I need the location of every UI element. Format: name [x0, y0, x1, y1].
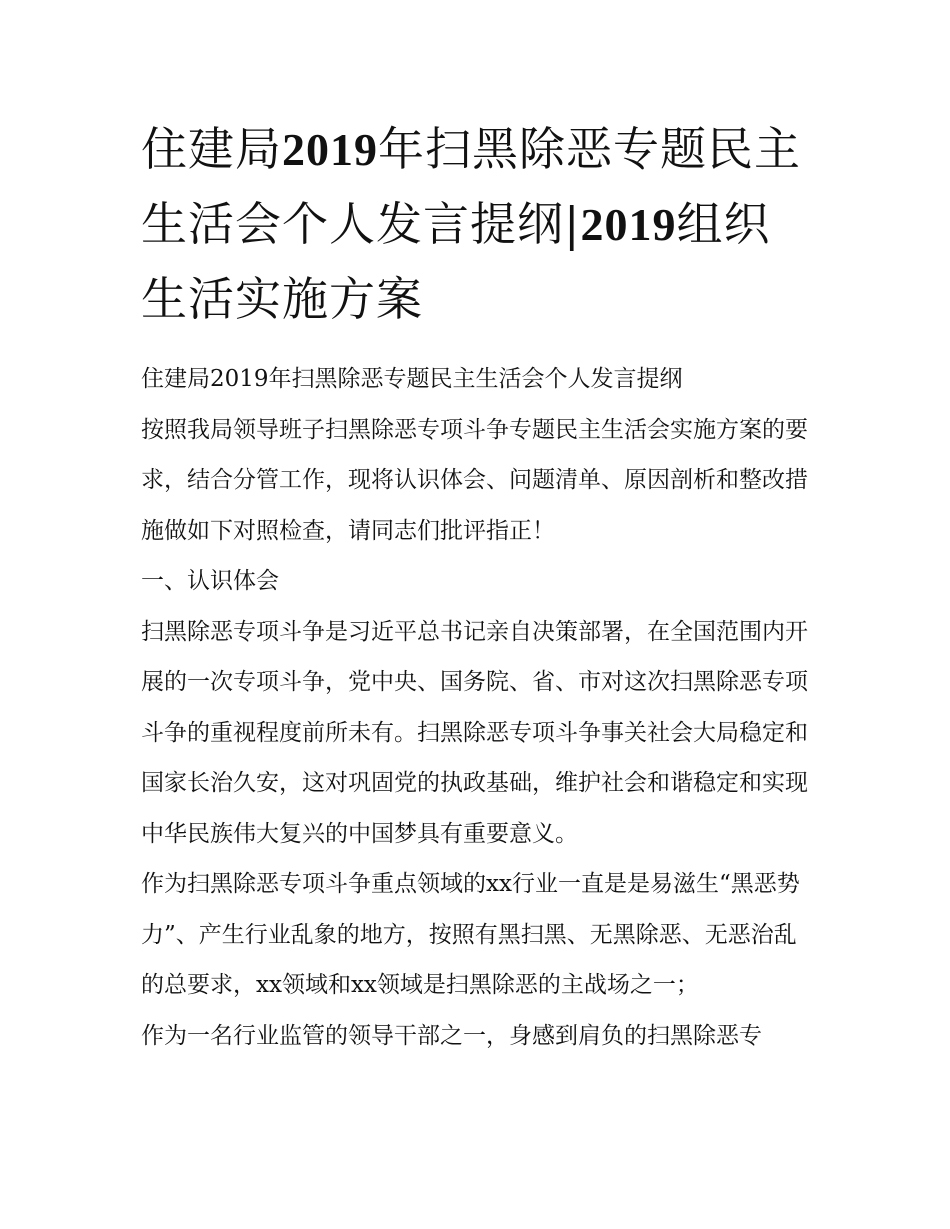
body-paragraph: 作为一名行业监管的领导干部之一，身感到肩负的扫黑除恶专 — [141, 1022, 762, 1049]
document-body — [141, 354, 813, 1061]
body-paragraph: 作为扫黑除恶专项斗争重点领域的xx行业一直是是易滋生“黑恶势力”、产生行业乱象的地方，按照有黑扫黑、无黑除恶、无恶治乱的总要求，xx领域和xx领域是扫黑除恶的主战场之一； — [141, 871, 800, 998]
section-heading: 一、认识体会 — [141, 568, 279, 594]
document-page — [141, 112, 813, 1061]
intro-paragraph: 按照我局领导班子扫黑除恶专项斗争专题民主生活会实施方案的要求，结合分管工作，现将认识体会、问题清单、原因剖析和整改措施做如下对照检查，请同志们批评指正！ — [141, 416, 808, 544]
title-number: 2019 — [580, 199, 677, 250]
subtitle-paragraph: 住建局2019年扫黑除恶专题民主生活会个人发言提纲 — [141, 366, 683, 392]
document-title: 住建局2019年扫黑除恶专题民主生活会个人发言提纲|2019组织生活实施方案 — [141, 122, 801, 326]
title-number: 2019 — [282, 124, 378, 175]
body-paragraph: 扫黑除恶专项斗争是习近平总书记亲自决策部署，在全国范围内开展的一次专项斗争，党中央、国务院、省、市对这次扫黑除恶专项斗争的重视程度前所未有。扫黑除恶专项斗争事关社会大局稳定和国家长治久安，这对巩固党的执政基础，维护社会和谐稳定和实现中华民族伟大复兴的中国梦具有重要意义。 — [141, 618, 808, 847]
